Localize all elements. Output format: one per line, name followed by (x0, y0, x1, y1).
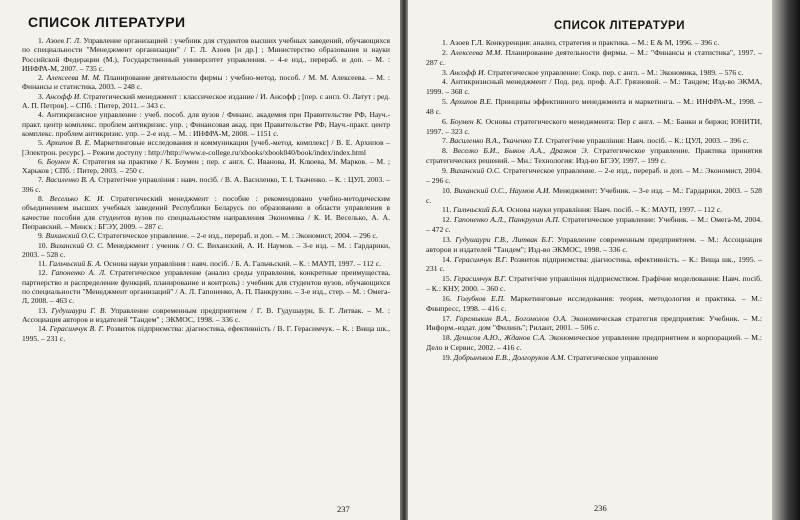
reference-entry (426, 314, 762, 334)
page-title: СПИСОК ЛIТЕРАТУРИ (28, 14, 186, 30)
reference-number: 11. (442, 205, 452, 215)
reference-author: Василенко В.А., Ткаченко Т.І. (449, 136, 544, 146)
reference-text: Планирование деятельности фирмы. – М.: "Финансы и статистика", 1997. – 287 с. (426, 47, 763, 67)
book-gutter (400, 0, 408, 520)
reference-text: Стратегическое управление. – 2-е изд., перераб. и доп. – М.: Экономист, 2004. – 296 с. (426, 165, 763, 185)
reference-text: Менеджмент : ученик / О. С. Виханский, А. И. Наумов. – 3-е изд. – М. : Гардарики, 2003. – 528 с. (22, 240, 390, 259)
reference-author: Архипов В.Е. (450, 97, 493, 107)
reference-author: Веселко Б.И., Быков А.А., Дразков Э. (453, 146, 589, 156)
reference-text: Антикризисный менеджмент / Под. ред. проф. А.Г. Грязновой. – М.: Тандем; Изд-во ЭКМА, 1999. – 368 с. (426, 77, 762, 97)
reference-author: Виханский О.С. (45, 231, 96, 241)
reference-author: Алексеева М. М. (46, 73, 101, 83)
reference-entry (22, 194, 390, 231)
reference-entry (426, 77, 762, 97)
reference-entry (426, 48, 762, 68)
reference-author: Герасимчук В.Г. (453, 274, 507, 284)
reference-author: Архипов В. Е. (46, 138, 92, 148)
reference-entry (22, 110, 390, 138)
reference-author: Боумен К. (46, 156, 80, 166)
reference-number: 6. (38, 156, 44, 166)
reference-text: Азоев Г.Л. Конкуренция: анализ, стратегия и практика. – М.: Е & М, 1996. – 396 с. (449, 38, 720, 47)
reference-entry (426, 205, 762, 215)
reference-entry (22, 259, 390, 268)
reference-text: Стратегическое управление: Сокр. пер. с англ. – М.: Экономика, 1989. – 576 с. (487, 67, 744, 77)
reference-entry (426, 68, 762, 78)
reference-text: Стратегічне управління: Навч. посіб. – К.: ЦУЛ, 2003. – 396 с. (545, 136, 749, 146)
reference-author: Боумен К. (450, 116, 484, 126)
reference-entry (22, 306, 390, 325)
reference-author: Гудушаури Г.В., Литвак Б.Г. (455, 234, 554, 244)
reference-author: Гальчьский Б. А. (49, 259, 102, 269)
reference-author: Гапоненко А. Л. (51, 268, 107, 278)
reference-text: Маркетинговые исследования: теория, методология и практика. – М.: Финпресс, 1998. – 416 с. (426, 293, 763, 313)
reference-number: 4. (442, 77, 448, 87)
reference-number: 2. (38, 73, 44, 83)
reference-number: 19. (442, 353, 452, 362)
reference-number: 7. (442, 136, 448, 146)
reference-entry (426, 186, 762, 206)
reference-text: Управление современным предприятием / Г. В. Гудушаури, Б. Г. Литвак. – М. : Ассоциация авторов и издателей "Тандем" ; ЭКМОС, 1998. – 336 с. (22, 305, 390, 324)
reference-number: 9. (38, 231, 44, 241)
reference-text: Стратегическое управление (567, 353, 659, 362)
reference-number: 12. (442, 215, 452, 225)
reference-author: Веселько К. И. (49, 194, 105, 204)
reference-entry (426, 38, 762, 48)
reference-entry (426, 235, 762, 255)
reference-number: 1. (38, 36, 44, 45)
reference-number: 3. (442, 67, 448, 77)
reference-text: Стратегічне управління підприємством. Графічне моделювання: Навч. посіб. – К.: КНУ, 2000. – 360 с. (426, 274, 762, 294)
reference-author: Виханский О.С. (450, 165, 501, 175)
reference-list (426, 38, 762, 363)
reference-number: 3. (38, 91, 44, 101)
reference-author: Василенко В. А. (45, 175, 97, 185)
reference-number: 14. (442, 254, 452, 264)
reference-entry (426, 274, 762, 294)
reference-author: Герасимчук В.Г. (454, 254, 508, 264)
reference-text: Экономическая стратегия предприятия: Учебник. – М.: Информ.-издат. дом "Филинъ"; Рилант, 2001. – 506 с. (426, 313, 763, 333)
reference-author: Герасимчук В. Г. (49, 324, 105, 334)
reference-author: Гальчьский Б.А. (453, 205, 505, 215)
reference-number: 10. (38, 240, 48, 250)
reference-number: 5. (38, 138, 44, 148)
reference-entry (426, 136, 762, 146)
reference-text: Менеджмент: Учебник. – 3-е изд. – М.: Гардарики, 2003. – 528 с. (426, 185, 763, 205)
reference-entry (22, 268, 390, 305)
reference-author: Горемыкин В.А., Богомолов О.А. (455, 313, 568, 323)
reference-text: Маркетинговые исследования и коммуникации [учеб.-метод. комплекс] / В. Е. Архипов – [Электрон. ресурс]. – Режим доступу : http://http://www.e-college.ru/xbooks/xbook040/book/index/index.html (22, 138, 390, 157)
reference-number: 9. (442, 165, 448, 175)
reference-text: Стратегическое управление. Практика принятия стратегических решений. – Мн.: Технология: Изд-во БГЭУ, 1997. – 199 с. (426, 146, 763, 166)
reference-number: 10. (442, 185, 452, 195)
reference-number: 2. (442, 47, 448, 57)
reference-author: Виханский О. С. (50, 240, 105, 250)
reference-author: Добрынъков Е.В., Долгоруков А.М. (453, 353, 566, 362)
reference-number: 4. (38, 110, 44, 120)
reference-number: 8. (442, 146, 448, 156)
reference-text: Стратегический менеджмент : пособие : рекомендовано учебно-методическим объединением высших учебных заведений Республики Беларусь по образованию в области управления в качестве пособия для студентов вузов по специальностям направления Экономика / К. И. Веселько, А. А. Пеправский. – Минск : БГЭУ, 2009. – 287 с. (22, 194, 390, 231)
reference-entry (22, 36, 390, 73)
reference-text: Принципы эффективного менеджмента и маркетинга. – М.: ИНФРА-М., 1998. – 48 с. (426, 97, 763, 116)
reference-entry (426, 215, 762, 235)
reference-number: 11. (38, 259, 48, 269)
reference-entry (426, 294, 762, 314)
page-number: 237 (337, 504, 350, 514)
reference-number: 13. (442, 234, 452, 244)
reference-entry (22, 231, 390, 240)
reference-number: 6. (442, 116, 448, 126)
reference-text: Основа науки управління : навч. посіб. / Б. А. Гальчьский. – К. : МАУП, 1997. – 112 с. (103, 259, 381, 269)
reference-entry (22, 324, 390, 343)
reference-author: Гудушаури Г. В. (51, 305, 107, 315)
reference-text: Основа науки управління: Навч. посіб. – К.: МАУП, 1997. – 112 с. (506, 205, 723, 215)
reference-entry (426, 97, 762, 117)
page-title: СПИСОК ЛIТЕРАТУРИ (554, 20, 685, 32)
reference-text: Управление современным предприятием. – М.: Ассоциация авторов и издателей "Тандем"; Изд-во ЭКМОС, 1998. – 336 с. (426, 234, 763, 254)
reference-number: 7. (38, 175, 44, 185)
reference-text: Экономическое управление предприятием и корпорацией. – М.: Дело и Сервис, 2002. – 416 с. (426, 333, 763, 353)
reference-entry (426, 333, 762, 353)
reference-entry (426, 353, 762, 363)
reference-number: 8. (38, 194, 44, 204)
reference-number: 12. (38, 268, 48, 278)
reference-text: Стратегическое управление. – 2-е изд., перераб. и доп. – М. : Экономист, 2004. – 296 с. (97, 231, 378, 241)
reference-number: 16. (442, 293, 452, 303)
reference-text: Розвиток підприємства: діагностика, ефективність / В. Г. Герасимчук. – К. : Вища шк., 1995. – 231 с. (22, 324, 390, 343)
book-edge-shadow (772, 0, 800, 520)
reference-entry (22, 92, 390, 111)
reference-number: 5. (442, 97, 448, 107)
reference-text: Стратегическое управление: Учебник. – М.: Омега-М, 2004. – 472 с. (426, 215, 762, 235)
reference-author: Денисов А.Ю., Жданов С.А. (454, 333, 547, 343)
reference-author: Гапоненко А.Л., Панкрухин А.П. (454, 215, 560, 225)
page-number: 236 (594, 503, 607, 513)
reference-entry (426, 117, 762, 137)
reference-entry (22, 73, 390, 92)
reference-entry (22, 175, 390, 194)
reference-text: Антикризисное управление : учеб. пособ. для вузов / Финанс. академия при Правительстве РФ, Науч.-практ. центр комплекс. проблем антикризис. упр. ; Финансовая акад. при Правительстве РФ, Науч.-практ. центр комплекс. проблем антикризис. упр. – 2-е изд. – М. : ИНФРА-М, 2008. – 1151 с. (22, 110, 390, 138)
reference-number: 14. (38, 324, 48, 334)
reference-number: 13. (38, 305, 48, 315)
reference-number: 17. (442, 313, 452, 323)
reference-author: Ансофф И. (449, 67, 486, 77)
reference-text: Стратегия на практике / К. Боумен ; пер. с англ. С. Иванова, И. Клюева, М. Марков. – М. ; Харьков ; СПб. : Питер, 2003. – 250 с. (22, 156, 391, 176)
reference-text: Стратегічне управління : навч. посіб. / В. А. Василенко, Т. І. Ткаченко. – К. : ЦУЛ, 2003. – 396 с. (22, 175, 390, 194)
reference-number: 1. (442, 38, 448, 47)
reference-text: Розвиток підприємства: діагностика, ефективність. – К.: Вища шк., 1995. – 231 с. (426, 254, 762, 274)
reference-author: Ансофф И. (45, 91, 82, 101)
reference-text: Управление организацией : учебник для студентов высших учебных заведений, обучающихся по специальности "Менеджмент организации" / Г. Л. Азоев [и др.] ; Министерство образования и науки Российской Федерации (М.), Государственный университет управления. – 4-е изд., перераб. и доп. – М. : ИНФРА-М, 2007. – 735 с. (22, 36, 390, 73)
reference-entry (22, 138, 390, 157)
reference-text: Основы стратегического менеджмента: Пер с англ. – М.: Банки и биржи; ЮНИТИ, 1997. – 323 с. (426, 116, 762, 136)
right-page (408, 0, 772, 520)
reference-entry (22, 157, 390, 176)
reference-number: 15. (442, 274, 452, 284)
reference-list (22, 36, 390, 343)
reference-text: Планирование деятельности фирмы : учебно-метод. пособ. / М. М. Алексеева. – М. : Финансы и статистика, 2003. – 248 с. (22, 73, 390, 92)
reference-number: 18. (442, 333, 452, 343)
reference-author: Азоев Г. Л. (45, 36, 82, 45)
reference-entry (426, 166, 762, 186)
reference-text: Стратегический менеджмент : классическое издание / И. Ансофф ; [пер. с англ. О. Латут : ред. А. П. Петров]. – СПб. : Питер, 2011. – 343 с. (22, 91, 391, 111)
reference-author: Голубков Е.П. (456, 293, 506, 303)
reference-entry (426, 146, 762, 166)
reference-author: Алексеева М.М. (450, 47, 503, 57)
reference-entry (426, 255, 762, 275)
reference-author: Виханский О.С., Наумов А.И. (453, 185, 551, 195)
reference-entry (22, 241, 390, 260)
reference-text: Стратегическое управление (анализ среды управления, конкретные преимущества, партнерство и распределение функций, планирование и контроль) : учебник для студентов вузов, обучающихся по специальности "Менеджмент организаций" / А. Л. Гапоненко, А. П. Панкрухин. – 3-е изд., стер. – М. : Омега-Л, 2008. – 463 с. (22, 268, 390, 306)
